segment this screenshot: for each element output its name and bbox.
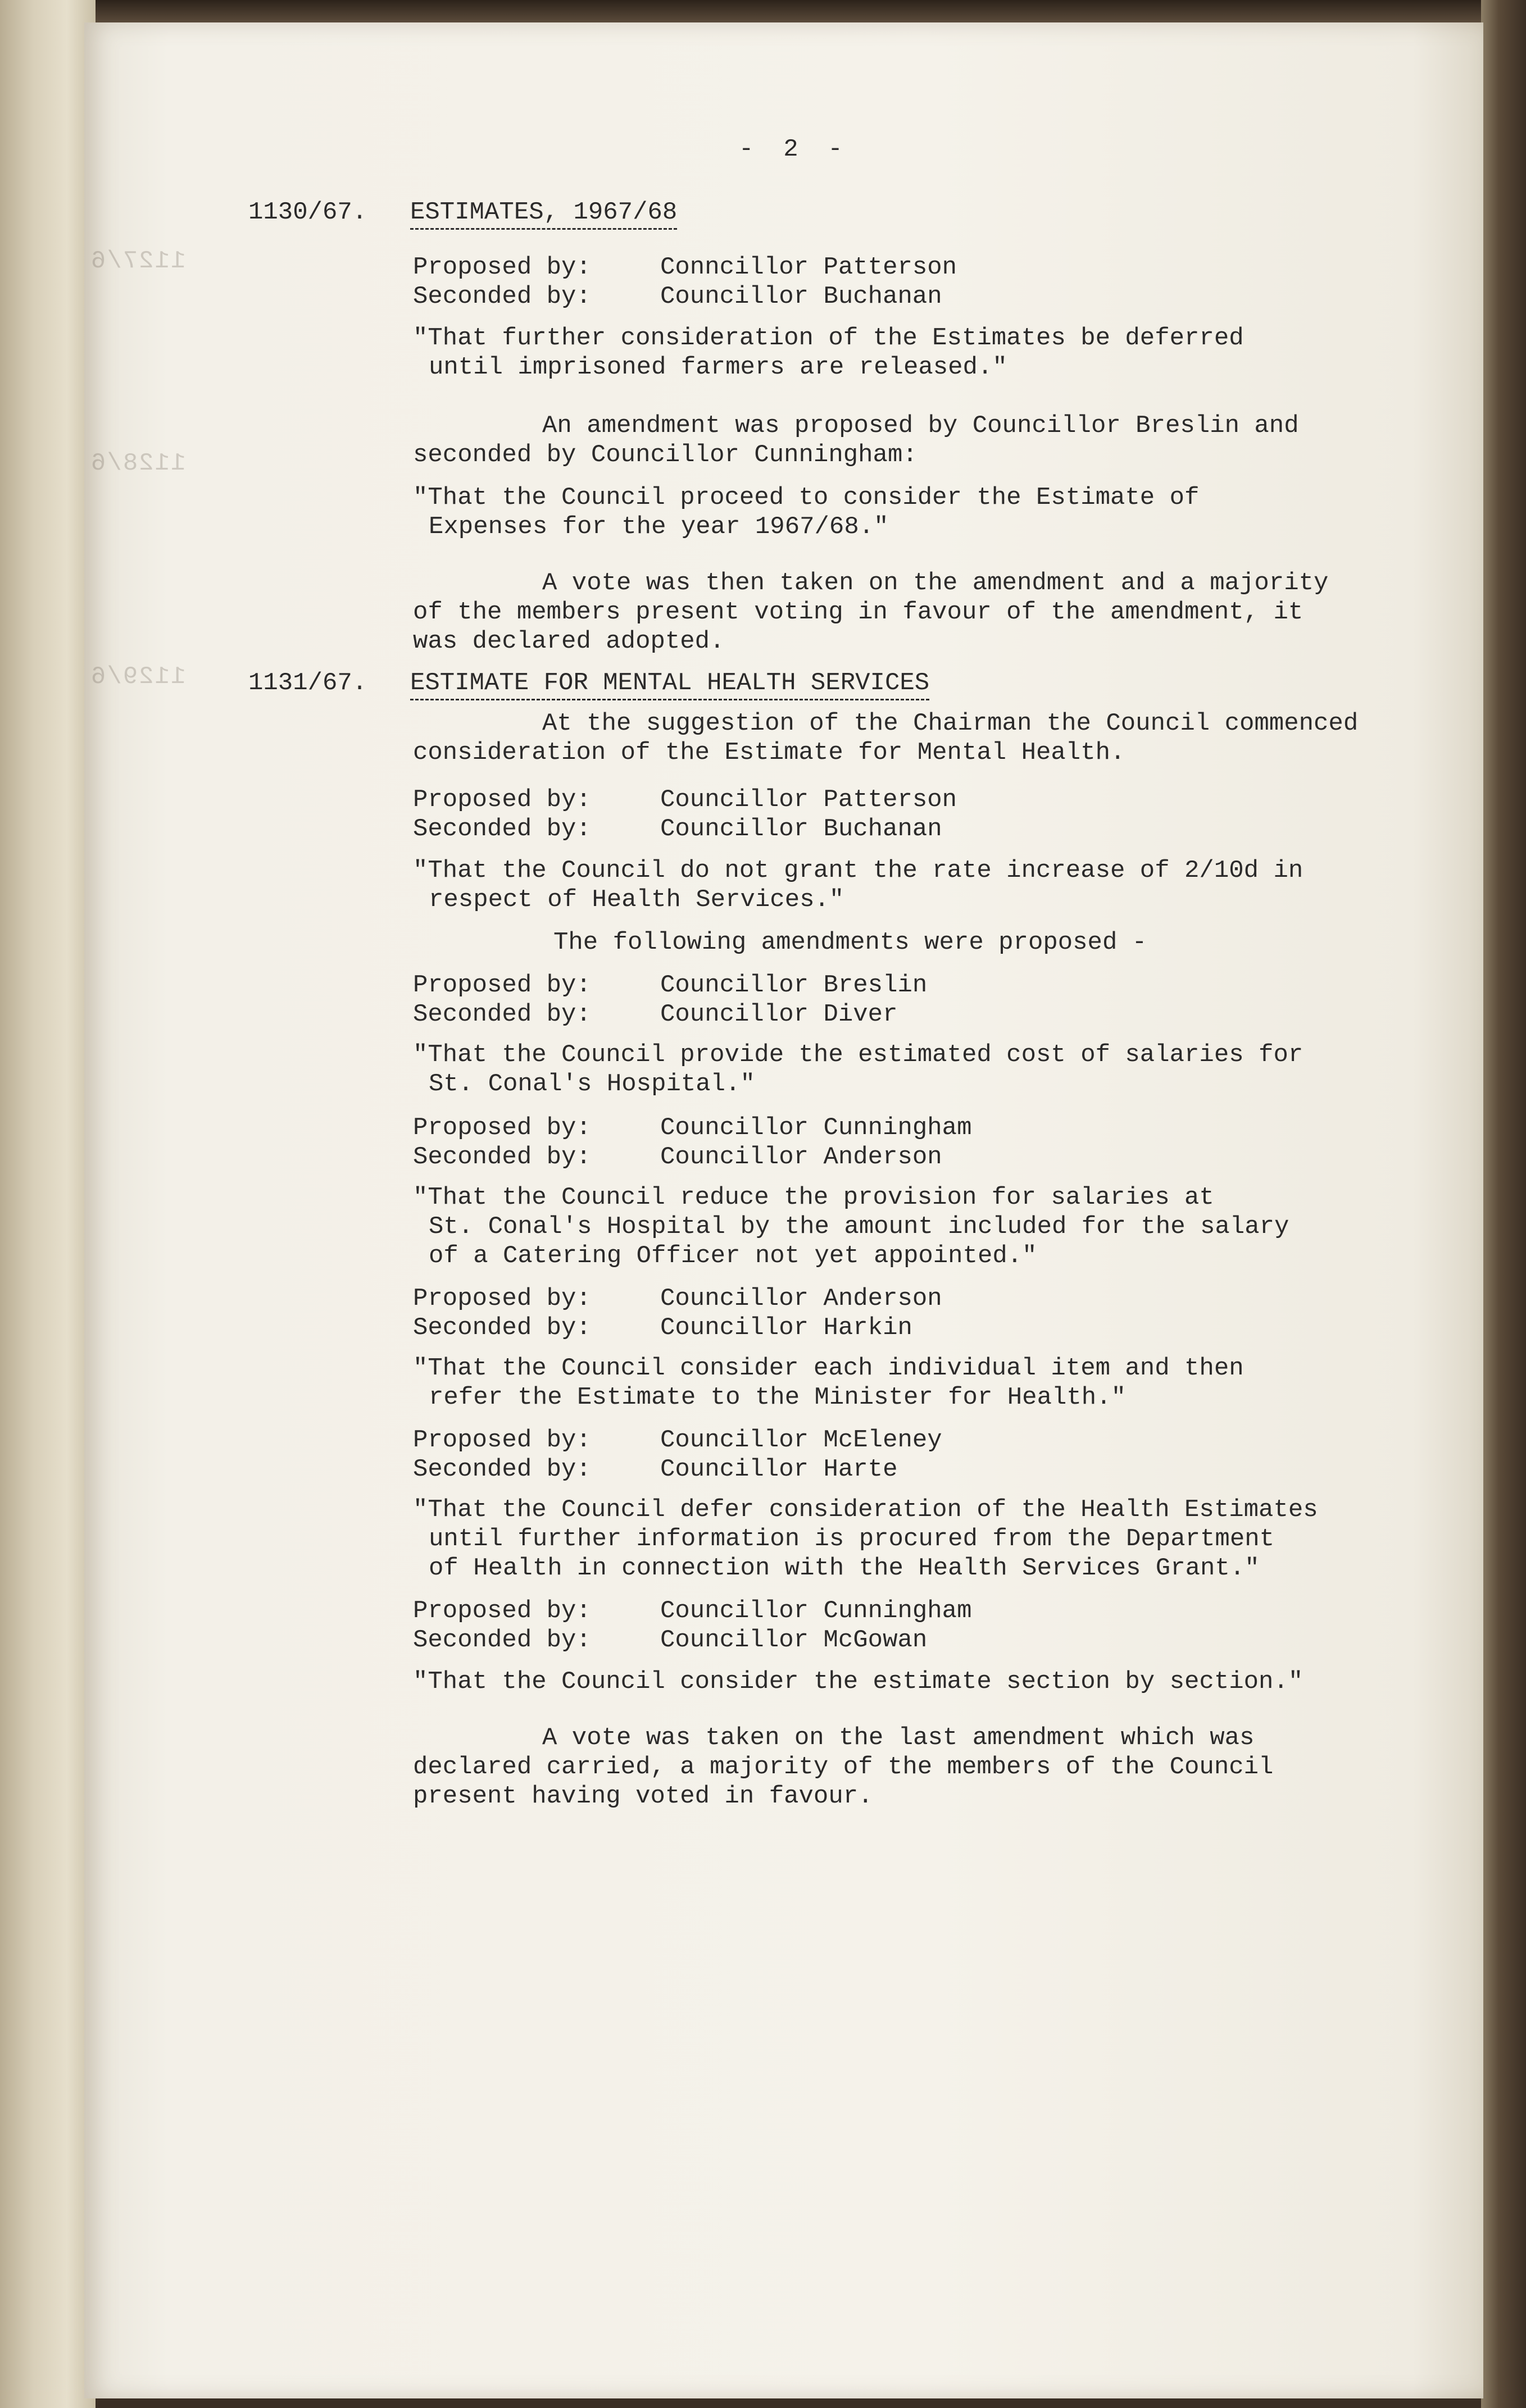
seconded-by-label: Seconded by: <box>413 815 591 843</box>
amendment-line: "That the Council proceed to consider the Estimate of <box>413 484 1200 512</box>
proposer-name: Conncillor Patterson <box>660 253 957 281</box>
result-line: of the members present voting in favour of the amendment, it <box>413 598 1304 626</box>
amendment-line: St. Conal's Hospital." <box>429 1070 755 1098</box>
amendment-intro-line: seconded by Councillor Cunningham: <box>413 441 918 469</box>
seconder-row <box>413 1000 1424 1029</box>
seconder-row <box>413 814 1424 844</box>
proposed-by-label: Proposed by: <box>413 786 591 814</box>
proposer-row <box>413 1426 1424 1455</box>
seconded-by-label: Seconded by: <box>413 1626 591 1654</box>
minute-number-1131: 1131/67. <box>248 669 367 697</box>
seconded-by-label: Seconded by: <box>413 283 591 311</box>
seconder-row <box>413 282 1424 311</box>
minute-number-1130: 1130/67. <box>248 198 367 226</box>
proposer-row <box>413 1284 1424 1313</box>
proposed-by-label: Proposed by: <box>413 1597 591 1625</box>
result-line: A vote was then taken on the amendment and a majority <box>542 569 1329 597</box>
result-line: present having voted in favour. <box>413 1782 873 1810</box>
result-line: declared carried, a majority of the members of the Council <box>413 1753 1274 1781</box>
seconder-row <box>413 1455 1424 1484</box>
document-page <box>84 22 1483 2398</box>
intro-line: At the suggestion of the Chairman the Council commenced <box>542 709 1359 738</box>
heading-estimates: ESTIMATES, 1967/68 <box>410 198 677 230</box>
motion-line: respect of Health Services." <box>429 886 844 914</box>
seconder-row <box>413 1626 1424 1655</box>
amendment-line: of Health in connection with the Health Services Grant." <box>429 1554 1260 1582</box>
book-binding-left <box>0 0 96 2408</box>
amendment-line: until further information is procured from the Department <box>429 1525 1275 1553</box>
amendment-line: Expenses for the year 1967/68." <box>429 513 889 541</box>
amendment-line: "That the Council consider each individual item and then <box>413 1354 1244 1382</box>
seconder-name: Councillor Buchanan <box>660 283 942 311</box>
proposed-by-label: Proposed by: <box>413 971 591 999</box>
heading-mental-health: ESTIMATE FOR MENTAL HEALTH SERVICES <box>410 668 929 700</box>
seconder-name: Councillor Harkin <box>660 1314 912 1342</box>
proposer-name: Councillor Cunningham <box>660 1597 972 1625</box>
proposer-name: Councillor Patterson <box>660 786 957 814</box>
proposer-row <box>413 253 1424 282</box>
seconder-name: Councillor McGowan <box>660 1626 928 1654</box>
amendments-intro: The following amendments were proposed - <box>553 928 1147 957</box>
proposer-name: Councillor Anderson <box>660 1285 942 1313</box>
seconder-name: Councillor Harte <box>660 1455 898 1483</box>
proposed-by-label: Proposed by: <box>413 253 591 281</box>
proposer-name: Councillor Breslin <box>660 971 928 999</box>
amendment-intro-line: An amendment was proposed by Councillor Breslin and <box>542 412 1299 440</box>
proposed-by-label: Proposed by: <box>413 1426 591 1454</box>
book-top-edge <box>0 0 1526 22</box>
seconded-by-label: Seconded by: <box>413 1314 591 1342</box>
result-line: A vote was taken on the last amendment which was <box>542 1724 1255 1752</box>
amendment-line: "That the Council reduce the provision for salaries at <box>413 1183 1214 1212</box>
intro-line: consideration of the Estimate for Mental Health. <box>413 739 1125 767</box>
page-number: - 2 - <box>739 135 843 163</box>
proposed-by-label: Proposed by: <box>413 1285 591 1313</box>
seconded-by-label: Seconded by: <box>413 1000 591 1028</box>
bleed-through-mark: 1128/6 <box>90 449 186 477</box>
seconded-by-label: Seconded by: <box>413 1143 591 1171</box>
seconder-row <box>413 1142 1424 1172</box>
seconder-name: Councillor Buchanan <box>660 815 942 843</box>
result-line: was declared adopted. <box>413 627 725 656</box>
proposer-row <box>413 971 1424 1000</box>
proposed-by-label: Proposed by: <box>413 1114 591 1142</box>
seconder-row <box>413 1313 1424 1342</box>
motion-line: "That further consideration of the Estimates be deferred <box>413 324 1244 352</box>
bleed-through-mark: 1127/6 <box>90 247 186 275</box>
motion-line: until imprisoned farmers are released." <box>429 353 1007 381</box>
amendment-line: St. Conal's Hospital by the amount included for the salary <box>429 1213 1289 1241</box>
book-binding-right <box>1481 0 1526 2408</box>
proposer-row <box>413 1113 1424 1142</box>
amendment-line: "That the Council defer consideration of the Health Estimates <box>413 1496 1318 1524</box>
amendment-line: "That the Council consider the estimate section by section." <box>413 1668 1304 1696</box>
proposer-row <box>413 785 1424 814</box>
seconder-name: Councillor Diver <box>660 1000 898 1028</box>
proposer-row <box>413 1596 1424 1626</box>
proposer-name: Councillor Cunningham <box>660 1114 972 1142</box>
bleed-through-mark: 1129/6 <box>90 663 186 691</box>
amendment-line: "That the Council provide the estimated cost of salaries for <box>413 1041 1304 1069</box>
seconder-name: Councillor Anderson <box>660 1143 942 1171</box>
proposer-name: Councillor McEleney <box>660 1426 942 1454</box>
amendment-line: refer the Estimate to the Minister for Health." <box>429 1383 1127 1412</box>
motion-line: "That the Council do not grant the rate increase of 2/10d in <box>413 857 1304 885</box>
seconded-by-label: Seconded by: <box>413 1455 591 1483</box>
amendment-line: of a Catering Officer not yet appointed." <box>429 1242 1037 1270</box>
